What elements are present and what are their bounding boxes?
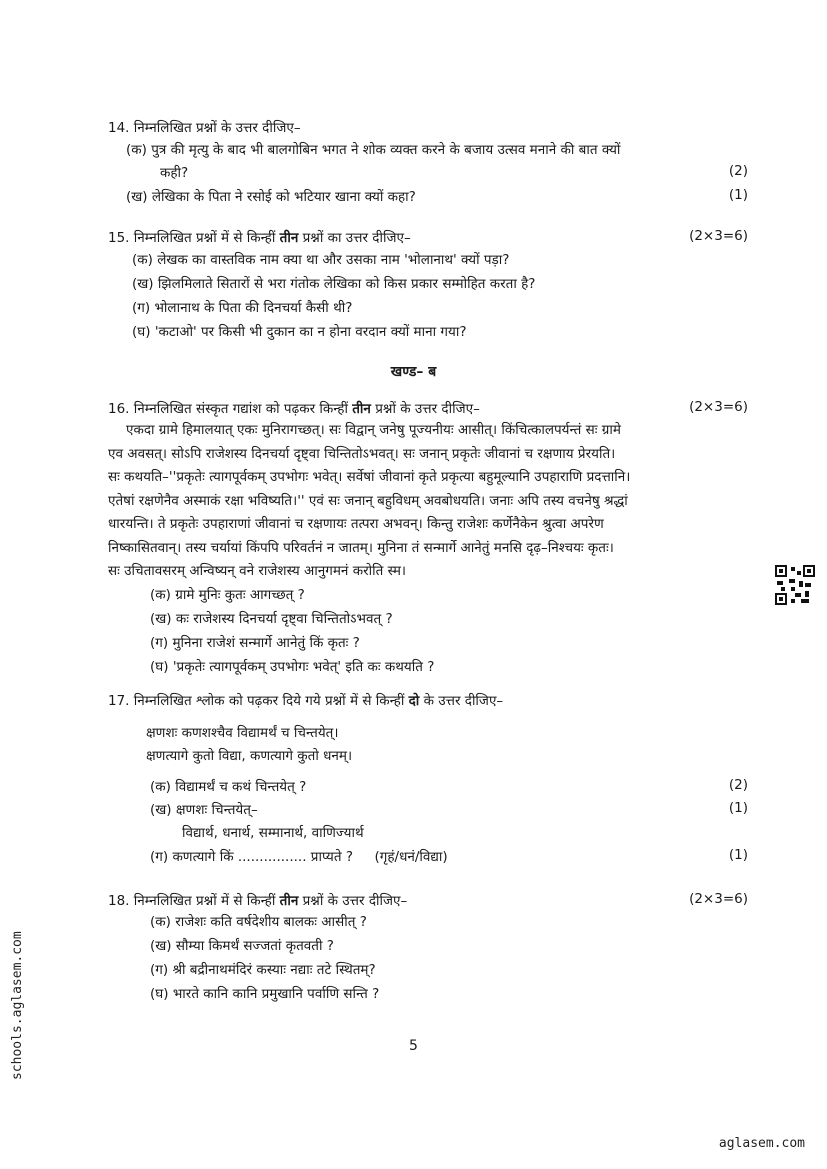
question-18-item-c: (ग) श्री बद्रीनाथमंदिरं कस्याः नद्याः तटे स्थितम्? bbox=[150, 962, 376, 978]
question-16 bbox=[108, 399, 748, 675]
question-17-item-b: (ख) क्षणशः चिन्तयेत्– bbox=[150, 802, 258, 818]
question-15-item-b: (ख) झिलमिलाते सितारों से भरा गंतोक लेखिका को किस प्रकार सम्मोहित करता है? bbox=[132, 276, 536, 292]
question-14-item-a-marks: (2) bbox=[728, 163, 748, 179]
passage-line: सः कथयति–''प्रकृतेः त्यागपूर्वकम् उपभोगः भवेत्। सर्वेषां जीवानां कृते प्रकृत्या बहुमूल्यानि उपहाराणि प्रदत्तानि। bbox=[108, 469, 631, 485]
passage-line: सः उचितावसरम् अन्विष्यन् वने राजेशस्य आनुगमनं करोति स्म। bbox=[108, 563, 407, 579]
question-15 bbox=[108, 228, 748, 343]
question-17-options: विद्यार्थ, धनार्थ, सम्मानार्थ, वाणिज्यार्थ bbox=[182, 825, 364, 841]
question-17 bbox=[108, 691, 748, 866]
question-14-item-a: (क) पुत्र की मृत्यु के बाद भी बालगोबिन भगत ने शोक व्यक्त करने के बजाय उत्सव मनाने की बात क्यों bbox=[126, 142, 621, 158]
question-14-stem: 14. निम्नलिखित प्रश्नों के उत्तर दीजिए– bbox=[108, 120, 301, 136]
question-14-item-b-marks: (1) bbox=[728, 187, 748, 203]
question-14-item-a-cont: कही? bbox=[160, 165, 189, 181]
question-18-item-a: (क) राजेशः कति वर्षदेशीय बालकः आसीत् ? bbox=[150, 914, 367, 930]
question-15-stem: 15. निम्नलिखित प्रश्नों में से किन्हीं तीन प्रश्नों का उत्तर दीजिए– bbox=[108, 230, 411, 246]
shloka-line: क्षणत्यागे कुतो विद्या, कणत्यागे कुतो धनम्। bbox=[146, 748, 353, 764]
question-18-item-d: (घ) भारते कानि कानि प्रमुखानि पर्वाणि सन्ति ? bbox=[150, 986, 380, 1002]
question-16-item-c: (ग) मुनिना राजेशं सन्मार्गे आनेतुं किं कृतः ? bbox=[150, 635, 360, 651]
passage-line: एतेषां रक्षणेनैव अस्माकं रक्षा भविष्यति।'' एवं सः जनान् बहुविधम् अवबोधयति। जनाः अपि तस्य वचनेषु श्रद्धां bbox=[108, 493, 628, 509]
question-16-marks: (2×3=6) bbox=[689, 399, 748, 415]
shloka-line: क्षणशः कणशश्चैव विद्यामर्थं च चिन्तयेत्। bbox=[146, 725, 339, 741]
watermark-bottom: aglasem.com bbox=[718, 1136, 805, 1151]
question-16-item-a: (क) ग्रामे मुनिः कुतः आगच्छत् ? bbox=[150, 587, 305, 603]
question-17-item-b-marks: (1) bbox=[728, 800, 748, 816]
question-14 bbox=[108, 118, 748, 208]
question-14-item-b: (ख) लेखिका के पिता ने रसोई को भटियार खाना क्यों कहा? bbox=[126, 189, 416, 205]
passage-line: एकदा ग्रामे हिमालयात् एकः मुनिरागच्छत्। सः विद्वान् जनेषु पूज्यनीयः आसीत्। किंचित्कालपर्यन्तं सः ग्रामे bbox=[126, 422, 621, 438]
question-17-stem: 17. निम्नलिखित श्लोक को पढ़कर दिये गये प्रश्नों में से किन्हीं दो के उत्तर दीजिए– bbox=[108, 693, 504, 709]
question-17-item-c-marks: (1) bbox=[728, 847, 748, 863]
question-16-stem: 16. निम्नलिखित संस्कृत गद्यांश को पढ़कर किन्हीं तीन प्रश्नों के उत्तर दीजिए– bbox=[108, 401, 480, 417]
question-16-item-b: (ख) कः राजेशस्य दिनचर्या दृष्ट्वा चिन्तितोऽभवत् ? bbox=[150, 611, 393, 627]
passage-line: निष्कासितवान्। तस्य चर्यायां किंपपि परिवर्तनं न जातम्। मुनिना तं सन्मार्गे आनेतुं मनसि दृढ़–निश्चयः कृतः। bbox=[108, 540, 614, 556]
question-18-marks: (2×3=6) bbox=[689, 891, 748, 907]
qr-code-icon bbox=[775, 565, 815, 605]
passage-line: एव अवसत्। सोऽपि राजेशस्य दिनचर्या दृष्ट्वा चिन्तितोऽभवत्। सः जनान् प्रकृतेः जीवानां च रक्षणाय प्रेरयति। bbox=[108, 446, 616, 462]
question-18-stem: 18. निम्नलिखित प्रश्नों में से किन्हीं तीन प्रश्नों के उत्तर दीजिए– bbox=[108, 893, 408, 909]
question-17-item-a: (क) विद्यामर्थं च कथं चिन्तयेत् ? bbox=[150, 779, 307, 795]
question-17-item-a-marks: (2) bbox=[728, 777, 748, 793]
page-number: 5 bbox=[409, 1038, 418, 1054]
question-18 bbox=[108, 891, 748, 1006]
question-17-item-c: (ग) कणत्यागे किं ................ प्राप्यते ? (गृहं/धनं/विद्या) bbox=[150, 849, 448, 865]
question-15-item-d: (घ) 'कटाओ' पर किसी भी दुकान का न होना वरदान क्यों माना गया? bbox=[132, 324, 467, 340]
question-15-marks: (2×3=6) bbox=[689, 228, 748, 244]
question-15-item-c: (ग) भोलानाथ के पिता की दिनचर्या कैसी थी? bbox=[132, 300, 353, 316]
passage-line: धारयन्ति। ते प्रकृतेः उपहाराणां जीवानां च रक्षणायः तत्परा अभवन्। किन्तु राजेशः कर्णेनैकेन श्रुत्वा अपरेण bbox=[108, 516, 604, 532]
question-18-item-b: (ख) सौम्या किमर्थं सज्जतां कृतवती ? bbox=[150, 938, 334, 954]
question-16-item-d: (घ) 'प्रकृतेः त्यागपूर्वकम् उपभोगः भवेत्' इति कः कथयति ? bbox=[150, 659, 435, 675]
watermark-side: schools.aglasem.com bbox=[10, 931, 25, 1080]
section-heading: खण्ड– ब bbox=[390, 364, 437, 380]
question-15-item-a: (क) लेखक का वास्तविक नाम क्या था और उसका नाम 'भोलानाथ' क्यों पड़ा? bbox=[132, 252, 510, 268]
